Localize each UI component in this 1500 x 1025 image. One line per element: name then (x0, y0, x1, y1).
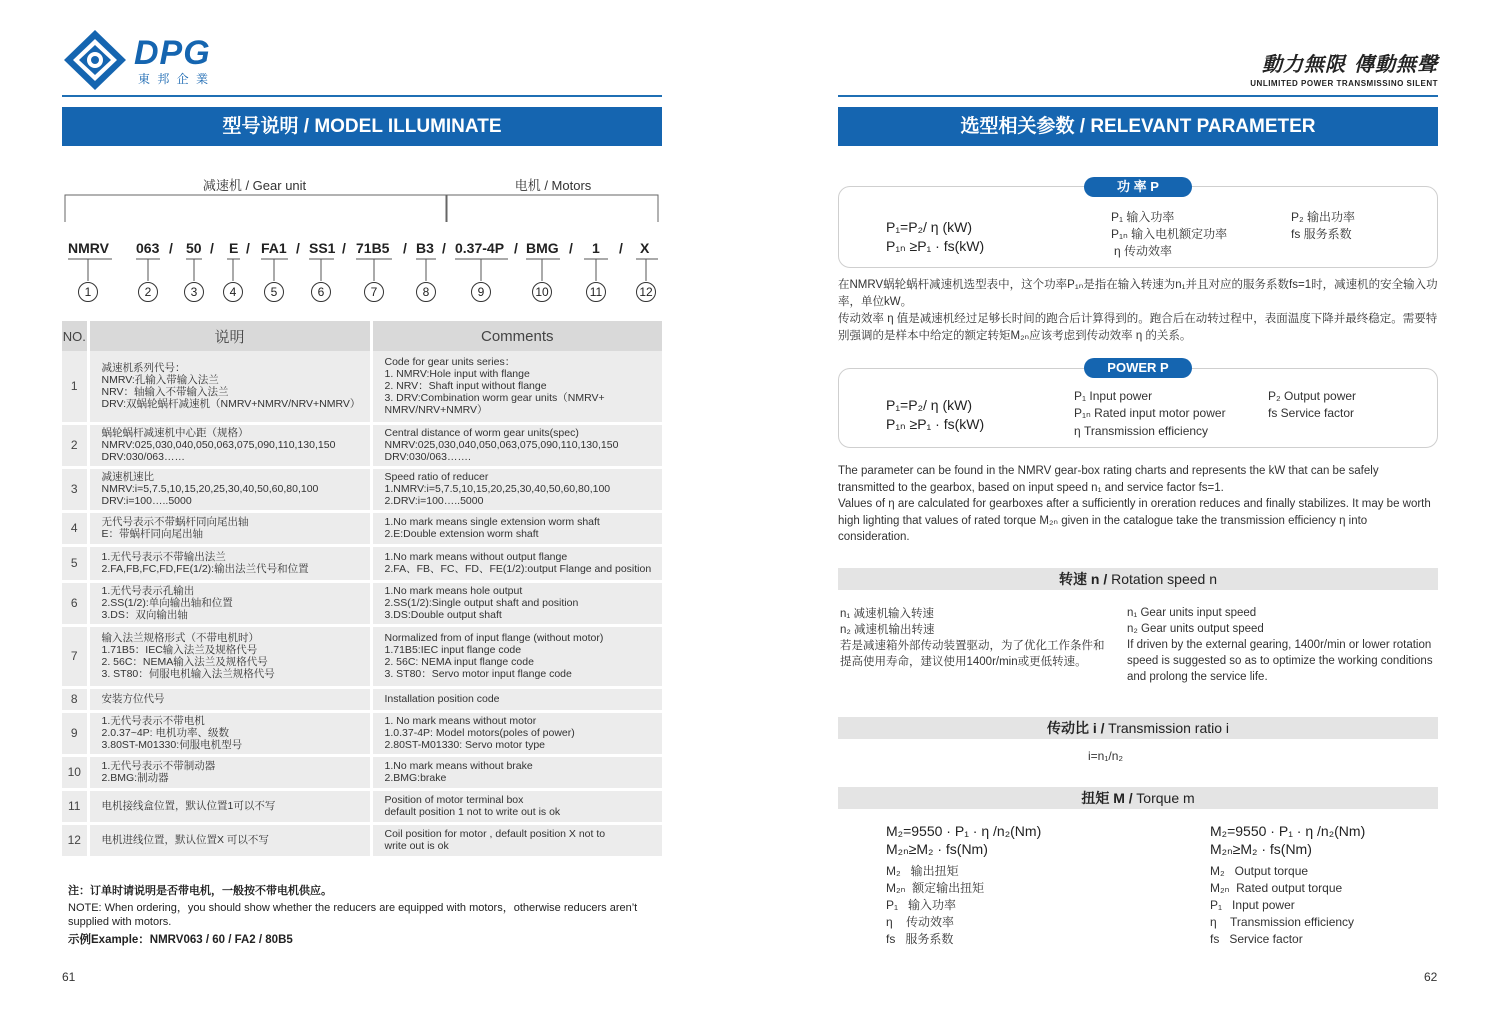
row-comments-en: Code for gear units series： 1. NMRV:Hole input with flange 2. NRV：Shaft input without flange 3. DRV:Combination worm gear units（NMRV+ NMRV/NRV+NMRV） (371, 351, 662, 423)
row-number: 2 (62, 423, 88, 467)
row-number: 5 (62, 545, 88, 581)
col-comments: Comments (371, 321, 662, 351)
row-description-cn: 1.无代号表示不带输出法兰 2.FA,FB,FC,FD,FE(1/2):输出法兰代号和位置 (88, 545, 371, 581)
row-comments-en: 1.No mark means single extension worm shaft 2.E:Double extension worm shaft (371, 511, 662, 545)
power-cn-pill: 功 率 P (1084, 177, 1192, 197)
circle-number: 1 (78, 282, 98, 302)
power-cn-sym: η 传动效率 (1114, 244, 1173, 258)
circle-number: 10 (532, 282, 552, 302)
power-en-pill: POWER P (1084, 358, 1192, 378)
row-description-cn: 1.无代号表示不带电机 2.0.37~4P: 电机功率、级数 3.80ST-M01330:伺服电机型号 (88, 711, 371, 755)
code-coil: X (640, 240, 650, 256)
code-fa1: FA1 (261, 240, 287, 256)
ratio-title-bold: 传动比 i / (1046, 720, 1105, 736)
table-row (62, 351, 662, 423)
row-comments-en: Position of motor terminal box default position 1 not to write out is ok (371, 789, 662, 823)
circle-number: 6 (311, 282, 331, 302)
row-description-cn: 安装方位代号 (88, 687, 371, 711)
row-description-cn: 电机进线位置，默认位置X 可以不写 (88, 823, 371, 857)
code-bmg: BMG (526, 240, 559, 256)
row-number: 4 (62, 511, 88, 545)
motors-label: 电机 / Motors (514, 178, 592, 193)
power-cn-sym: P₁ₙ 输入电机额定功率 (1111, 227, 1228, 241)
power-cn-formula-2: P₁ₙ ≥P₁ · fs(kW) (886, 238, 985, 254)
left-band-title: 型号说明 / MODEL ILLUMINATE (62, 107, 662, 146)
code-size: 063 (136, 240, 160, 256)
speed-cn-text: n₁ 减速机输入转速 n₂ 减速机输出转速 若是减速箱外部传动装置驱动，为了优化工作条件和提高使用寿命，建议使用1400r/min或更低转速。 (840, 608, 1105, 668)
power-en-sym: P₁ Input power (1074, 389, 1153, 403)
circle-number: 5 (264, 282, 284, 302)
table-row (62, 789, 662, 823)
circle-number: 4 (223, 282, 243, 302)
torque-cn-formula-2: M₂ₙ≥M₂ · fs(Nm) (886, 841, 988, 857)
row-comments-en: 1.No mark means without brake 2.BMG:brake (371, 755, 662, 789)
row-description-cn: 减速机速比 NMRV:i=5,7.5,10,15,20,25,30,40,50,60,80,100 DRV:i=100…..5000 (88, 467, 371, 511)
row-number: 11 (62, 789, 88, 823)
power-en-sym: η Transmission efficiency (1074, 424, 1209, 438)
row-comments-en: 1.No mark means hole output 2.SS(1/2):Single output shaft and position 3.DS:Double output shaft (371, 581, 662, 625)
power-cn-paragraph: 在NMRV蜗轮蜗杆减速机选型表中，这个功率P₁ₙ是指在输入转速为n₁并且对应的服务系数fs=1时，减速机的安全输入功率，单位kW。 传动效率 η 值是减速机经过足够长时间的跑合后计算得到的。跑合后在动转过程中，表面温度下降并最终稳定。需要特别强调的是样本中给定的额定转矩M₂ₙ应该考虑到传动效率 η 的关系。 (838, 279, 1438, 342)
row-number: 1 (62, 351, 88, 423)
code-slash: / (569, 240, 573, 256)
speed-title-bold: 转速 n / (1059, 571, 1108, 587)
torque-section-title (838, 787, 1438, 809)
ratio-formula: i=n₁/n₂ (1088, 749, 1124, 763)
torque-cn-symbols: M₂ 输出扭矩 M₂ₙ 额定输出扭矩 P₁ 输入功率 η 传动效率 fs 服务系数 (886, 864, 985, 946)
power-en-sym: fs Service factor (1268, 406, 1355, 420)
row-description-cn: 电机接线盒位置，默认位置1可以不写 (88, 789, 371, 823)
torque-title-text: Torque m (1132, 790, 1195, 806)
col-no: NO. (62, 321, 88, 351)
page-number-left: 61 (62, 970, 76, 984)
slogan (1250, 48, 1438, 88)
row-comments-en: 1. No mark means without motor 1.0.37-4P: Model motors(poles of power) 2.80ST-M01330: Servo motor type (371, 711, 662, 755)
power-cn-sym: fs 服务系数 (1291, 227, 1352, 241)
speed-title-text: Rotation speed n (1107, 571, 1217, 587)
power-cn-sym: P₂ 输出功率 (1291, 210, 1355, 224)
table-row (62, 581, 662, 625)
table-row (62, 423, 662, 467)
code-nmrv: NMRV (68, 240, 109, 256)
page-number-right: 62 (1424, 970, 1438, 984)
row-description-cn: 1.无代号表示孔输出 2.SS(1/2):单向输出轴和位置 3.DS：双向输出轴 (88, 581, 371, 625)
circle-number: 7 (364, 282, 384, 302)
code-slash: / (342, 240, 346, 256)
circle-number: 3 (184, 282, 204, 302)
code-motor-power: 0.37-4P (455, 240, 505, 256)
gear-unit-label: 减速机 / Gear unit (202, 178, 307, 193)
power-en-sym: P₂ Output power (1268, 389, 1357, 403)
code-slash: / (442, 240, 446, 256)
row-comments-en: Central distance of worm gear units(spec) NMRV:025,030,040,050,063,075,090,110,130,150 DRV:030/063……. (371, 423, 662, 467)
circle-number: 2 (138, 282, 158, 302)
row-number: 7 (62, 625, 88, 687)
torque-cn-formula-1: M₂=9550 · P₁ · η /n₂(Nm) (886, 823, 1042, 839)
example-text: 示例Example：NMRV063 / 60 / FA2 / 80B5 (68, 934, 293, 946)
ratio-section-title (838, 717, 1438, 739)
slogan-en: UNLIMITED POWER TRANSMISSINO SILENT (1250, 79, 1438, 88)
ratio-title-text: Transmission ratio i (1104, 720, 1230, 736)
code-slash: / (169, 240, 173, 256)
table-row (62, 511, 662, 545)
right-band-title: 选型相关参数 / RELEVANT PARAMETER (838, 107, 1438, 146)
circle-number: 9 (471, 282, 491, 302)
row-comments-en: Coil position for motor , default position X not to write out is ok (371, 823, 662, 857)
code-ss1: SS1 (309, 240, 336, 256)
circle-number: 12 (636, 282, 656, 302)
table-row (62, 711, 662, 755)
table-row (62, 823, 662, 857)
code-slash: / (514, 240, 518, 256)
row-number: 12 (62, 823, 88, 857)
table-row (62, 687, 662, 711)
row-number: 9 (62, 711, 88, 755)
code-slash: / (246, 240, 250, 256)
power-en-paragraph: The parameter can be found in the NMRV gear-box rating charts and represents the kW that can be safely transmitted to the gearbox, based on input speed n₁ and service factor fs=1. Values of η are calculated for gearboxes after a sufficiently in oreration reduces and finally stabilizes. It may be worth high lighting that values of rated torque M₂ₙ given in the catalogue take the transmission efficiency η into consideration. (838, 465, 1431, 543)
row-comments-en: Installation position code (371, 687, 662, 711)
table-row (62, 625, 662, 687)
power-en-formula-1: P₁=P₂/ η (kW) (886, 397, 973, 413)
table-row (62, 755, 662, 789)
header-rule-right (838, 95, 1438, 97)
row-comments-en: 1.No mark means without output flange 2.FA、FB、FC、FD、FE(1/2):output Flange and position (371, 545, 662, 581)
row-description-cn: 减速机系列代号： NMRV:孔输入带输入法兰 NRV：轴输入不带输入法兰 DRV:双蜗轮蜗杆减速机（NMRV+NMRV/NRV+NMRV） (88, 351, 371, 423)
torque-title-bold: 扭矩 M / (1081, 790, 1133, 806)
logo-brand: DPG (134, 34, 211, 72)
code-slash: / (296, 240, 300, 256)
group-brackets (62, 192, 662, 228)
row-description-cn: 1.无代号表示不带制动器 2.BMG:制动器 (88, 755, 371, 789)
code-slash: / (403, 240, 407, 256)
row-description-cn: 无代号表示不带蜗杆同向尾出轴 E：带蜗杆同向尾出轴 (88, 511, 371, 545)
power-cn-sym: P₁ 输入功率 (1111, 210, 1175, 224)
diamond-logo-icon (62, 28, 132, 92)
row-number: 8 (62, 687, 88, 711)
slogan-cn: 動力無限 傳動無聲 (1262, 52, 1438, 76)
code-ratio: 50 (186, 240, 202, 256)
note-en: NOTE: When ordering，you should show whether the reducers are equipped with motors，otherwise reducers aren’t supplied with motors. (68, 902, 638, 928)
torque-en-formula-2: M₂ₙ≥M₂ · fs(Nm) (1210, 841, 1312, 857)
logo-sub: 東 邦 企 業 (138, 72, 211, 86)
code-terminal: 1 (592, 240, 600, 256)
model-spec-table (62, 321, 662, 859)
torque-en-symbols: M₂ Output torque M₂ₙ Rated output torque P₁ Input power η Transmission efficiency fs Service factor (1210, 864, 1355, 946)
leader-lines (62, 257, 662, 283)
torque-en-formula-1: M₂=9550 · P₁ · η /n₂(Nm) (1210, 823, 1366, 839)
dpg-logo (62, 28, 252, 92)
code-slash: / (210, 240, 214, 256)
row-description-cn: 输入法兰规格形式（不带电机时） 1.71B5：IEC输入法兰及规格代号 2. 56C：NEMA输入法兰及规格代号 3. ST80：伺服电机输入法兰规格代号 (88, 625, 371, 687)
code-b3: B3 (416, 240, 434, 256)
row-comments-en: Speed ratio of reducer 1.NMRV:i=5,7.5,10,15,20,25,30,40,50,60,80,100 2.DRV:i=100…..5000 (371, 467, 662, 511)
row-description-cn: 蜗轮蜗杆减速机中心距（规格） NMRV:025,030,040,050,063,075,090,110,130,150 DRV:030/063…… (88, 423, 371, 467)
power-en-formula-2: P₁ₙ ≥P₁ · fs(kW) (886, 416, 985, 432)
power-cn-formula-1: P₁=P₂/ η (kW) (886, 219, 973, 235)
speed-en-text: n₁ Gear units input speed n₂ Gear units output speed If driven by the external gearing, 1400r/min or lower rotation speed is suggested so as to optimize the working conditions and prolong the service life. (1127, 607, 1433, 683)
row-number: 3 (62, 467, 88, 511)
note-cn: 注：订单时请说明是否带电机，一般按不带电机供应。 (68, 885, 332, 897)
header-rule (62, 95, 662, 97)
col-desc: 说明 (88, 321, 371, 351)
code-e: E (229, 240, 239, 256)
power-en-sym: P₁ₙ Rated input motor power (1074, 406, 1226, 420)
code-71b5: 71B5 (356, 240, 390, 256)
row-comments-en: Normalized from of input flange (without motor) 1.71B5:IEC input flange code 2. 56C: NEMA input flange code 3. ST80：Servo motor input flange code (371, 625, 662, 687)
table-row (62, 545, 662, 581)
table-row (62, 467, 662, 511)
row-number: 10 (62, 755, 88, 789)
row-number: 6 (62, 581, 88, 625)
code-slash: / (619, 240, 623, 256)
circle-number: 8 (416, 282, 436, 302)
speed-section-title (838, 568, 1438, 590)
circle-number: 11 (586, 282, 606, 302)
